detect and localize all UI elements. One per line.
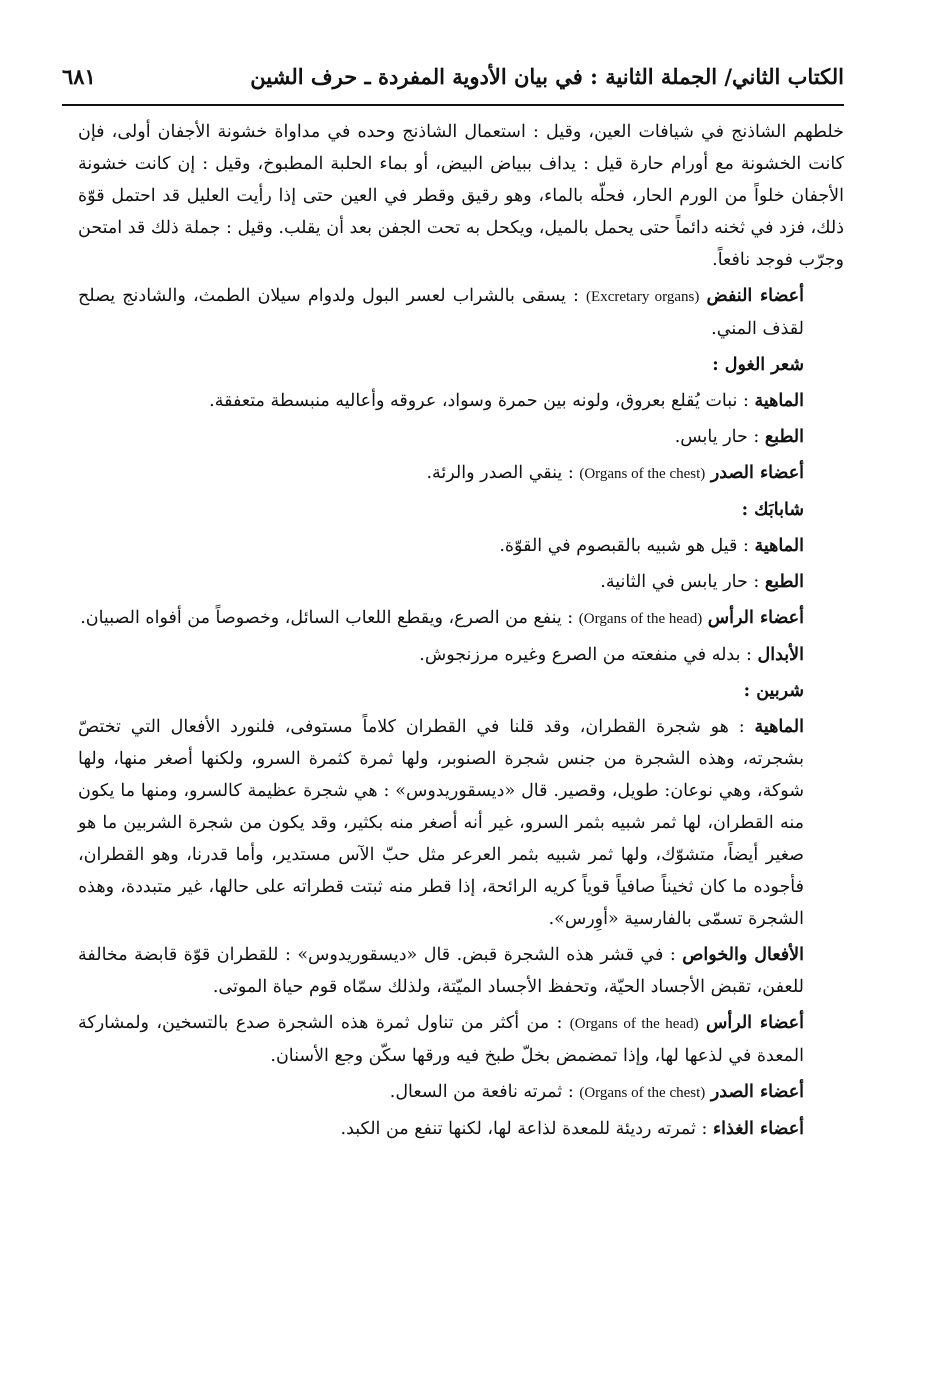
entry-term: أعضاء النفض (706, 286, 804, 306)
page-header (62, 56, 844, 96)
entry-text: : حار يابس. (674, 427, 760, 447)
entry-text: : ثمرته رديئة للمعدة لذاعة لها، لكنها تنفع من الكبد. (340, 1119, 708, 1139)
entry-term: الأبدال (757, 645, 804, 665)
entry-english-gloss: (Organs of the chest) (579, 1085, 706, 1101)
entry-text: : حار يابس في الثانية. (600, 572, 760, 592)
drug-heading-sharbin: شربين : (743, 681, 804, 701)
entry-text: : بدله في منفعته من الصرع وغيره مرزنجوش. (419, 645, 752, 665)
entry-term: الطبع (764, 572, 804, 592)
entry-term: أعضاء الصدر (710, 463, 804, 483)
entry-chest-organs (78, 1076, 844, 1109)
entry-term: الماهية (754, 536, 804, 556)
entry-term: الماهية (754, 391, 804, 411)
entry-text: : نبات يُقلع بعروق، ولونه بين حمرة وسواد، عروقه وأعاليه منبسطة متعفقة. (209, 391, 749, 411)
entry-excretory-organs (78, 280, 844, 345)
entry-nature (78, 711, 844, 935)
drug-heading-shababak: شابابَك : (741, 500, 804, 520)
entry-term: الأفعال والخواص (682, 945, 804, 965)
entry-head-organs (78, 602, 844, 635)
entry-text: : يسقى بالشراب لعسر البول ولدوام سيلان الطمث، والشادنج يصلح لقذف المني. (78, 286, 804, 339)
entry-term: أعضاء الصدر (710, 1082, 804, 1102)
entry-english-gloss: (Excretary organs) (586, 289, 700, 305)
drug-heading-shaar-alghoul: شعر الغول : (712, 355, 804, 375)
entry-english-gloss: (Organs of the chest) (579, 466, 706, 482)
entry-text: : من أكثر من تناول ثمرة هذه الشجرة صدع بالتسخين، ولمشاركة المعدة في لذعها لها، وإذا تمضمض بخلّ طبخ فيه ورقها سكّن وجع الأسنان. (78, 1013, 804, 1066)
paragraph-continuation: خلطهم الشاذنج في شيافات العين، وقيل : استعمال الشاذنج وحده في مداواة خشونة الأجفان أولى، فإن كانت الخشونة مع أورام حارة قيل : يداف ببياض البيض، أو بماء الحلبة المطبوخ، وقيل : إن كانت خشونة الأجفان خلواً من الورم الحار، فحلّه بالماء، وهو رقيق وقطر في العين حتى إذا رأيت العليل قد احتمل قوّة ذلك، فزد في ثخنه دائماً حتى يحمل بالميل، ويكحل به تحت الجفن بعد أن يقلب. وقيل : جملة ذلك قد امتحن وجرّب فوجد نافعاً. (78, 122, 845, 270)
entry-english-gloss: (Organs of the head) (578, 611, 703, 627)
entry-nature (78, 530, 844, 562)
entry-chest-organs (78, 457, 844, 490)
entry-nutrition-organs (78, 1113, 844, 1145)
entry-term: الطبع (764, 427, 804, 447)
entry-substitutes (78, 639, 844, 671)
entry-text: : قيل هو شبيه بالقبصوم في القوّة. (499, 536, 749, 556)
entry-text: : في قشر هذه الشجرة قبض. قال «ديسقوريدوس» : للقطران قوّة قابضة مخالفة للعفن، تقبض الأجساد الحيّة، وتحفظ الأجساد الميّتة، ولذلك سمّاه قوم حياة الموتى. (78, 945, 804, 997)
entry-english-gloss: (Organs of the head) (569, 1016, 699, 1032)
entry-term: أعضاء الرأس (707, 608, 804, 628)
entry-head-organs (78, 1007, 844, 1072)
entry-text: : هو شجرة القطران، وقد قلنا في القطران كلاماً مستوفى، فلنورد الأفعال التي تختصّ بشجرته، وهذه الشجرة من جنس شجرة الصنوبر، ولها ثمرة كثمرة السرو، ولكنها أصغر منها، ولها شوكة، وهي نوعان: طويل، وقصير. قال «ديسقوريدوس» : هي شجرة عظيمة كالسرو، ومنها ما يكون منه القطران، لها ثمر شبيه بثمر السرو، غير أنه أصغر منه بكثير، وقد يكون من شجرة الشربين ما هو صغير أيضاً، متشوّك، ولها ثمر شبيه بثمر العرعر مثل حبّ الآس مستدير، وأما قدرنا، وهو القطران، فأجوده ما كان ثخيناً صافياً قوياً كريه الرائحة، إذا قطر منه ثبتت قطراته على حالها، غير متبددة، وهذه الشجرة تسمّى بالفارسية «أوِرس». (78, 717, 804, 929)
page-body (78, 116, 844, 1149)
entry-text: : ثمرته نافعة من السعال. (389, 1082, 574, 1102)
entry-temperament (78, 566, 844, 598)
entry-nature (78, 385, 844, 417)
entry-text: : ينقي الصدر والرئة. (426, 463, 574, 483)
entry-term: أعضاء الغذاء (712, 1119, 804, 1139)
entry-term: الماهية (754, 717, 804, 737)
running-head: الكتاب الثاني/ الجملة الثانية : في بيان الأدوية المفردة ـ حرف الشين (250, 63, 844, 89)
entry-term: أعضاء الرأس (705, 1013, 804, 1033)
entry-text: : ينفع من الصرع، ويقطع اللعاب السائل، وخصوصاً من أفواه الصبيان. (80, 608, 574, 628)
entry-actions-properties (78, 939, 844, 1003)
page-number: ٦٨١ (62, 63, 96, 89)
entry-temperament (78, 421, 844, 453)
header-rule (62, 104, 844, 106)
